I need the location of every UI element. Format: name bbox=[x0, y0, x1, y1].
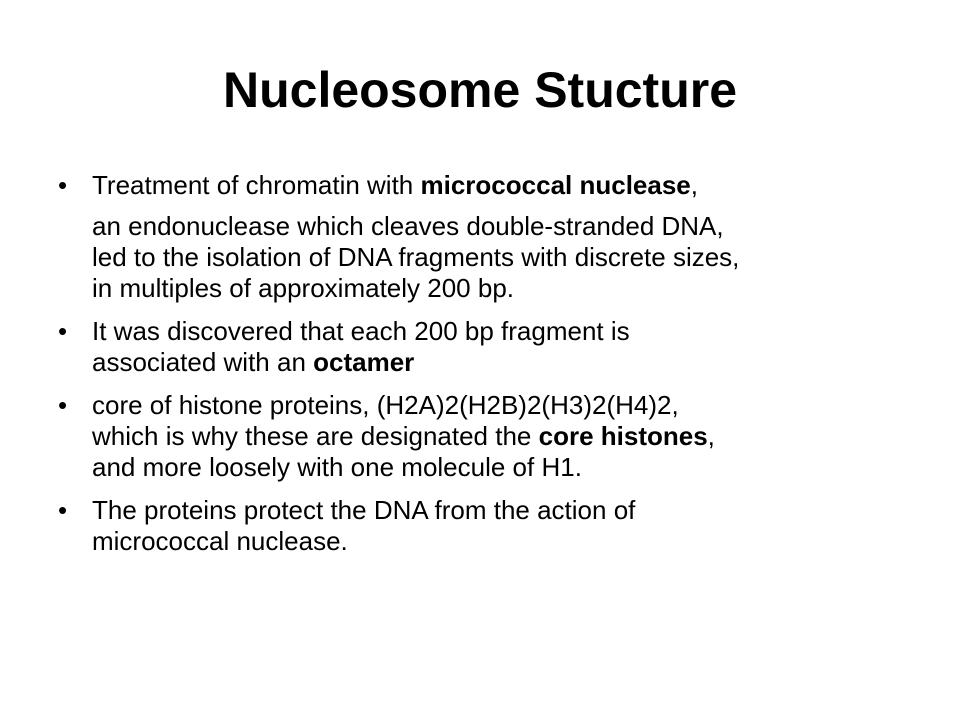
bullet-2-bold-term: octamer bbox=[313, 347, 415, 377]
bullet-icon: • bbox=[58, 316, 68, 346]
bullet-item-3 bbox=[58, 390, 918, 483]
bullet-3-line-1: core of histone proteins, (H2A)2(H2B)2(H3)2(H4)2, bbox=[92, 390, 679, 420]
bullet-1-text: Treatment of chromatin with bbox=[92, 170, 421, 200]
bullet-icon: • bbox=[58, 170, 68, 200]
bullet-item-4 bbox=[58, 495, 918, 557]
bullet-icon: • bbox=[58, 390, 68, 420]
bullet-icon: • bbox=[58, 495, 68, 525]
bullet-1-bold-term: micrococcal nuclease bbox=[420, 170, 691, 200]
paragraph-line-1: an endonuclease which cleaves double-stranded DNA, bbox=[92, 211, 724, 241]
slide-title: Nucleosome Stucture bbox=[222, 62, 737, 118]
bullet-3-bold-term: core histones bbox=[538, 421, 708, 451]
continuation-paragraph bbox=[58, 211, 918, 304]
bullet-4-line-2: micrococcal nuclease. bbox=[92, 526, 348, 556]
bullet-3-line-2: which is why these are designated the bbox=[92, 421, 539, 451]
bullet-4-line-1: The proteins protect the DNA from the action of bbox=[92, 495, 636, 525]
bullet-2-line-1: It was discovered that each 200 bp fragment is bbox=[92, 316, 630, 346]
paragraph-line-2: led to the isolation of DNA fragments with discrete sizes, bbox=[92, 242, 740, 272]
slide-body bbox=[58, 170, 918, 557]
bullet-3-line-3: and more loosely with one molecule of H1. bbox=[92, 452, 582, 482]
paragraph-line-3: in multiples of approximately 200 bp. bbox=[92, 273, 515, 303]
bullet-1-punct: , bbox=[690, 170, 698, 200]
bullet-item-2 bbox=[58, 316, 918, 378]
bullet-2-line-2: associated with an bbox=[92, 347, 314, 377]
bullet-3-punct: , bbox=[707, 421, 715, 451]
bullet-item-1 bbox=[58, 170, 918, 201]
